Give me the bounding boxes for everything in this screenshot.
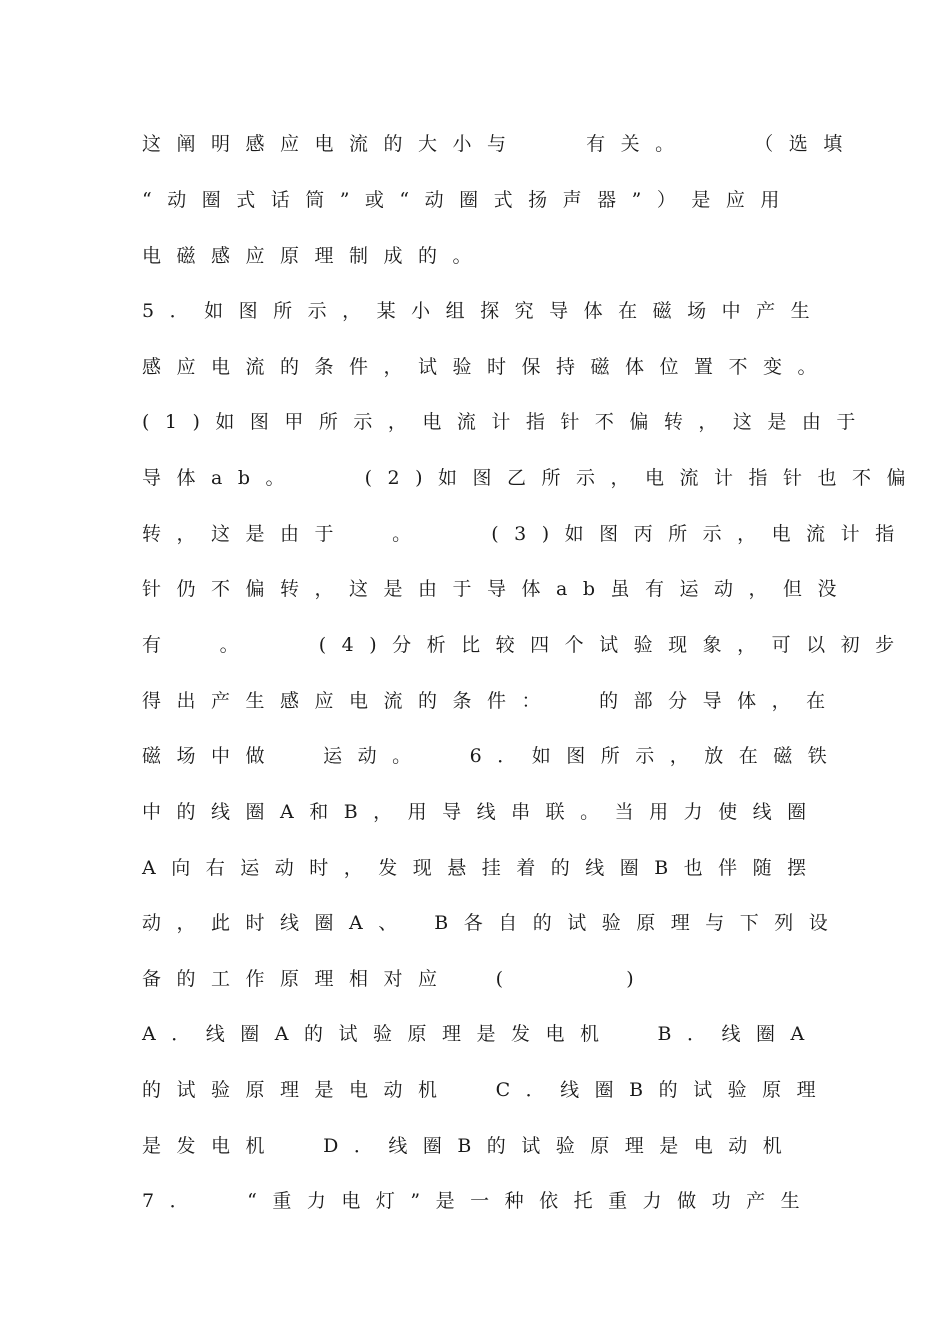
text-line: 中的线圈A和B，用导线串联。当用力使线圈 [142,801,822,823]
option-line: 的试验原理是电动机 C．线圈B的试验原理 [142,1079,832,1101]
text-line: 导体ab。 (2)如图乙所示，电流计指针也不偏 [142,467,922,489]
text-line: 备的工作原理相对应 ( ) [142,968,650,990]
text-line: 感应电流的条件，试验时保持磁体位置不变。 [142,356,833,378]
text-line: 动，此时线圈A、 B各自的试验原理与下列设 [142,912,844,934]
question-7-start: 7． “重力电灯”是一种依托重力做功产生 [142,1190,816,1212]
text-line: A向右运动时，发现悬挂着的线圈B也伴随摆 [142,857,822,879]
text-line: 电磁感应原理制成的。 [142,245,488,267]
text-line: “动圈式话筒”或“动圈式扬声器”）是应用 [142,189,795,211]
question-5-start: 5．如图所示，某小组探究导体在磁场中产生 [142,300,826,322]
text-line: 有 。 (4)分析比较四个试验现象，可以初步 [142,634,910,656]
question-6-start: 磁场中做 运动。 6．如图所示，放在磁铁 [142,745,843,767]
text-line: 转，这是由于 。 (3)如图丙所示，电流计指 [142,523,910,545]
text-line: (1)如图甲所示，电流计指针不偏转，这是由于 [142,411,871,433]
text-line: 这阐明感应电流的大小与 有关。 （选填 [142,133,858,155]
text-line: 得出产生感应电流的条件： 的部分导体，在 [142,690,841,712]
text-line: 针仍不偏转，这是由于导体ab虽有运动，但没 [142,578,852,600]
option-line: A．线圈A的试验原理是发电机 B．线圈A [142,1023,820,1045]
option-line: 是发电机 D．线圈B的试验原理是电动机 [142,1135,798,1157]
